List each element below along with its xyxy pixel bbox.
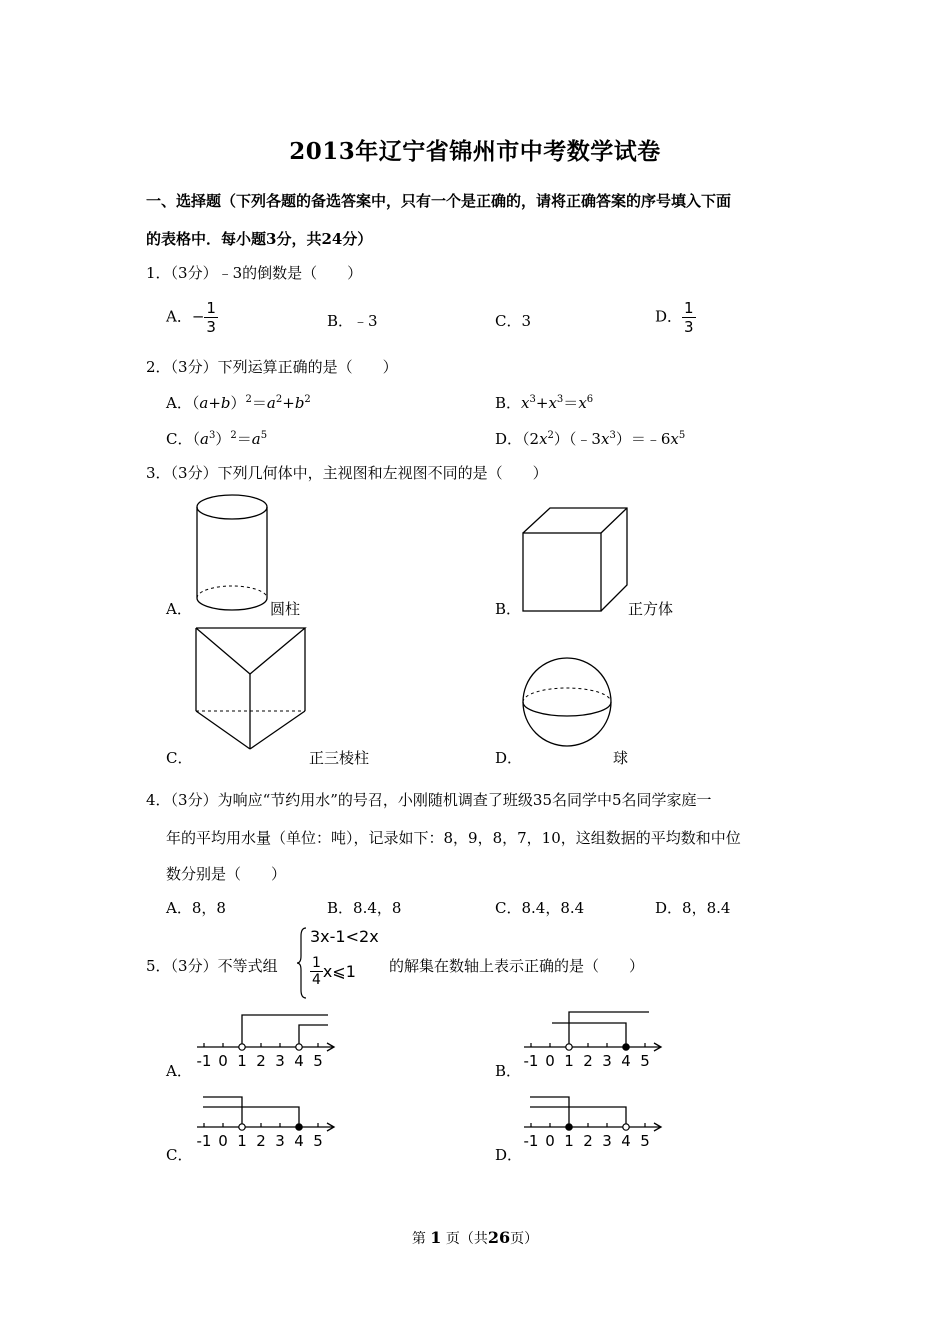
axis-tick-label: 4 xyxy=(621,1132,631,1150)
q5-ineq2-fraction xyxy=(310,955,323,988)
q1-d-numerator: 1 xyxy=(684,299,694,317)
axis-tick-label: 0 xyxy=(545,1132,555,1150)
number-axis xyxy=(524,1123,661,1150)
axis-tick-label: -1 xyxy=(196,1052,212,1070)
cube-figure xyxy=(520,505,630,615)
axis-tick-label: 5 xyxy=(640,1132,650,1150)
sphere-figure xyxy=(520,655,615,750)
q3-d-label: D． xyxy=(495,749,523,767)
axis-tick-label: -1 xyxy=(523,1052,539,1070)
number-axis xyxy=(197,1123,334,1150)
q2-option-b: B．$x^3+x^3=x^6$ xyxy=(495,394,594,412)
q1-stem: 1．（3分）﹣3的倒数是（ ） xyxy=(146,264,363,282)
q2-c-label: C． xyxy=(166,430,193,448)
q1-a-numerator: 1 xyxy=(206,299,216,317)
q1-option-a xyxy=(166,299,218,336)
q5-ineq2-rest: x⩽1 xyxy=(322,962,356,981)
axis-tick-label: 1 xyxy=(564,1132,574,1150)
q5-inequality-1: 3x-1<2x xyxy=(310,927,379,946)
footer-pre: 第 xyxy=(411,1231,426,1247)
axis-tick-label: 1 xyxy=(237,1052,247,1070)
q3-c-label: C． xyxy=(166,749,193,767)
number-axis xyxy=(524,1043,661,1070)
axis-tick-label: 3 xyxy=(602,1052,612,1070)
axis-tick-label: 3 xyxy=(275,1132,285,1150)
q4-stem-line2: 年的平均用水量（单位：吨），记录如下：8，9，8，7，10，这组数据的平均数和中位 xyxy=(166,829,741,847)
footer-total-pages: 26 xyxy=(487,1228,511,1247)
page-footer xyxy=(0,1228,950,1248)
q1-option-b: B．﹣3 xyxy=(327,312,378,330)
q1-a-sign: − xyxy=(191,307,205,326)
axis-tick-label: -1 xyxy=(196,1132,212,1150)
q4-option-a: A．8，8 xyxy=(166,899,226,917)
page-title: 2013年辽宁省锦州市中考数学试卷 xyxy=(289,138,661,165)
q2-d-label: D． xyxy=(495,430,523,448)
axis-tick-label: 0 xyxy=(218,1052,228,1070)
closed-point xyxy=(566,1124,572,1130)
q4-option-b: B．8.4，8 xyxy=(327,899,402,917)
closed-point xyxy=(623,1044,629,1050)
q2-a-label: A． xyxy=(166,394,192,412)
q1-option-c: C．3 xyxy=(495,312,532,330)
q4-option-c: C．8.4，8.4 xyxy=(495,899,585,917)
q5-c-label: C． xyxy=(166,1146,193,1164)
q5-brace xyxy=(296,926,308,1000)
axis-tick-label: 5 xyxy=(313,1132,323,1150)
open-point xyxy=(623,1124,629,1130)
q5-numberline-b xyxy=(522,1000,667,1075)
q1-option-d xyxy=(655,299,696,336)
q3-a-label: A． xyxy=(166,600,192,618)
triangular-prism-figure xyxy=(192,625,310,753)
closed-point xyxy=(296,1124,302,1130)
axis-tick-label: 2 xyxy=(583,1132,593,1150)
section-heading-line2: 的表格中．每小题3分，共24分） xyxy=(146,230,373,248)
open-point xyxy=(239,1044,245,1050)
q5-numberline-a xyxy=(195,1010,340,1075)
q5-ineq2-denominator: 4 xyxy=(312,972,321,988)
q5-b-label: B． xyxy=(495,1062,522,1080)
q5-inequality-2 xyxy=(310,955,356,988)
axis-tick-label: 5 xyxy=(640,1052,650,1070)
q5-a-label: A． xyxy=(166,1062,192,1080)
axis-tick-label: 4 xyxy=(294,1052,304,1070)
q5-numberline-d xyxy=(522,1090,667,1155)
axis-tick-label: 4 xyxy=(621,1052,631,1070)
axis-tick-label: 3 xyxy=(602,1132,612,1150)
q3-d-name: 球 xyxy=(613,749,629,767)
q3-stem: 3．（3分）下列几何体中，主视图和左视图不同的是（ ） xyxy=(146,464,548,482)
axis-tick-label: 5 xyxy=(313,1052,323,1070)
open-point xyxy=(239,1124,245,1130)
open-point xyxy=(296,1044,302,1050)
q1-a-denominator: 3 xyxy=(206,318,216,336)
number-axis xyxy=(197,1043,334,1070)
q4-stem-line1: 4．（3分）为响应“节约用水”的号召，小刚随机调查了班级35名同学中5名同学家庭一 xyxy=(146,791,712,809)
q3-c-name: 正三棱柱 xyxy=(309,749,370,767)
q5-stem-before: 5．（3分）不等式组 xyxy=(146,957,278,975)
q1-d-label: D． xyxy=(655,307,683,326)
q2-option-d: D．$(2x^2)(﹣3x^3)=﹣6x^5$ xyxy=(495,430,686,448)
q2-option-c: C．$(a^3)^2=a^5$ xyxy=(166,430,268,448)
footer-post: 页） xyxy=(510,1231,539,1247)
q5-ineq2-numerator: 1 xyxy=(312,955,321,971)
q3-a-name: 圆柱 xyxy=(270,600,301,618)
axis-tick-label: 1 xyxy=(237,1132,247,1150)
q2-b-label: B． xyxy=(495,394,522,412)
q1-a-fraction xyxy=(204,299,218,336)
q1-a-label: A． xyxy=(166,307,192,326)
axis-tick-label: 0 xyxy=(545,1052,555,1070)
q1-d-denominator: 3 xyxy=(684,318,694,336)
q5-d-label: D． xyxy=(495,1146,523,1164)
footer-page-number: 1 xyxy=(430,1228,442,1247)
q4-stem-line3: 数分别是（ ） xyxy=(166,865,287,883)
q5-stem-after: 的解集在数轴上表示正确的是（ ） xyxy=(389,957,645,975)
axis-tick-label: 2 xyxy=(583,1052,593,1070)
q2-option-a: A．$(a+b)^2=a^2+b^2$ xyxy=(166,394,311,412)
footer-mid: 页（共 xyxy=(445,1231,488,1247)
open-point xyxy=(566,1044,572,1050)
q5-numberline-c xyxy=(195,1090,340,1155)
axis-tick-label: 4 xyxy=(294,1132,304,1150)
q3-b-label: B． xyxy=(495,600,522,618)
q4-option-d: D．8，8.4 xyxy=(655,899,731,917)
axis-tick-label: 0 xyxy=(218,1132,228,1150)
axis-tick-label: 1 xyxy=(564,1052,574,1070)
q3-b-name: 正方体 xyxy=(628,600,674,618)
q2-stem: 2．（3分）下列运算正确的是（ ） xyxy=(146,358,398,376)
axis-tick-label: 2 xyxy=(256,1132,266,1150)
axis-tick-label: 2 xyxy=(256,1052,266,1070)
cylinder-figure xyxy=(190,490,275,615)
section-heading-line1: 一、选择题（下列各题的备选答案中，只有一个是正确的，请将正确答案的序号填入下面 xyxy=(146,192,732,210)
axis-tick-label: 3 xyxy=(275,1052,285,1070)
q1-d-fraction xyxy=(682,299,696,336)
axis-tick-label: -1 xyxy=(523,1132,539,1150)
